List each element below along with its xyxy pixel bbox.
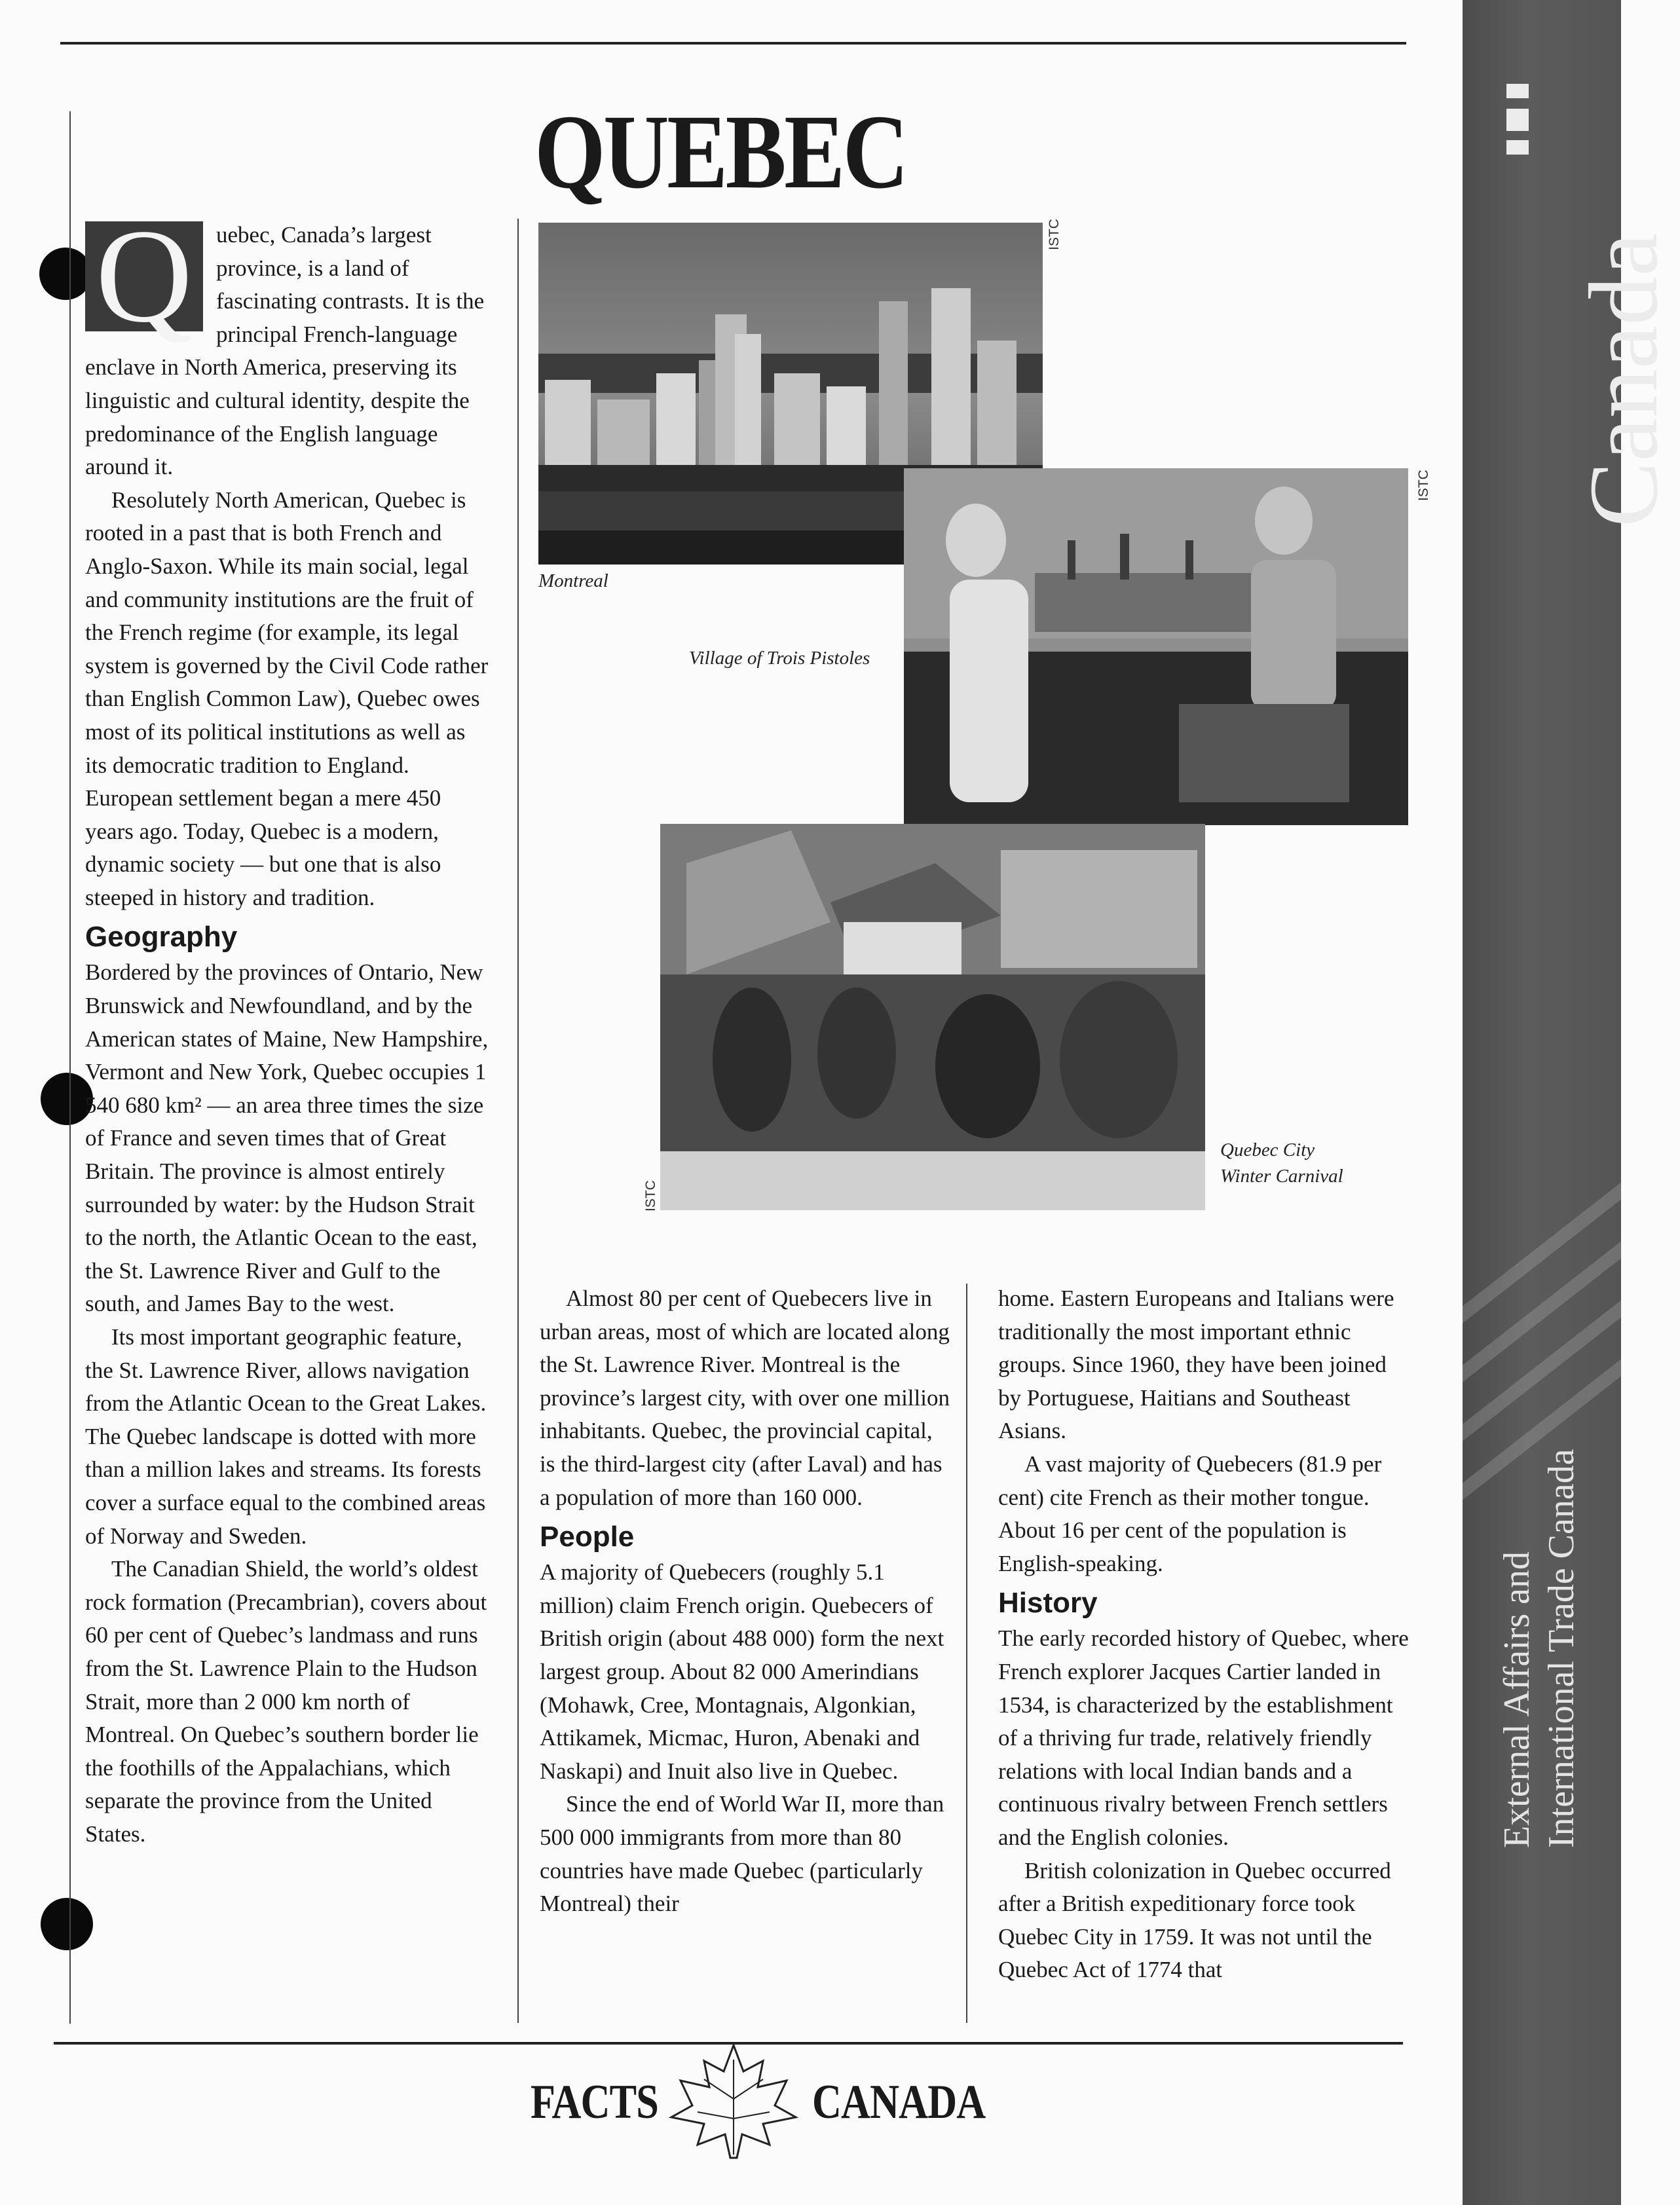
credit-carnival: ISTC <box>643 1180 658 1212</box>
canada-wordmark: Canada <box>1569 232 1678 527</box>
caption-carnival-line-1: Quebec City <box>1220 1140 1315 1160</box>
geography-paragraph-1: Bordered by the provinces of Ontario, New Brunswick and Newfoundland, and by the American states of Maine, New Hampshire, Vermont and New York, Quebec occupies 1 540 680 km² — an area three times the size of France and seven times that of Great Britain. The province is almost entirely surrounded by water: by the Hudson Strait to the north, the Atlantic Ocean to the east, the St. Lawrence River and Gulf to the south, and James Bay to the west. <box>85 959 489 1317</box>
department-name-line-2: International Trade Canada <box>1541 1449 1582 1848</box>
wordmark-flag-leaf <box>1506 109 1529 131</box>
caption-montreal: Montreal <box>538 570 608 591</box>
wordmark-flag-bar-2 <box>1506 140 1529 155</box>
geography-heading: Geography <box>85 921 238 954</box>
language-paragraph: A vast majority of Quebecers (81.9 per cent) cite French as their mother tongue. About 16 per cent of the population is English-speaking. <box>998 1451 1382 1576</box>
history-heading: History <box>998 1587 1098 1620</box>
column-divider-right <box>966 1284 967 2023</box>
caption-trois-pistoles: Village of Trois Pistoles <box>689 648 870 669</box>
people-paragraph-2: Since the end of World War II, more than 500 000 immigrants from more than 80 countries have made Quebec (particularly Montreal) their <box>540 1791 944 1917</box>
history-paragraph-1: The early recorded history of Quebec, where French explorer Jacques Cartier landed in 1534, is characterized by the establishment of a thriving fur trade, relatively friendly relations with local Indian bands and a continuous rivalry between French settlers and the English colonies. <box>998 1625 1409 1850</box>
maple-leaf-icon <box>665 2040 802 2161</box>
binder-hole-bottom <box>41 1898 93 1950</box>
geography-paragraph-2: Its most important geographic feature, the St. Lawrence River, allows navigation from the Atlantic Ocean to the Great Lakes. The Quebec landscape is dotted with more than a million lakes and streams. Its forests cover a surface equal to the combined areas of Norway and Sweden. <box>85 1324 487 1549</box>
credit-trois-pistoles: ISTC <box>1416 470 1431 501</box>
people-heading: People <box>540 1521 635 1553</box>
credit-montreal: ISTC <box>1047 219 1062 250</box>
photo-winter-carnival <box>660 824 1205 1210</box>
footer-facts: FACTS <box>531 2075 658 2129</box>
right-column <box>998 1282 1409 1987</box>
intro-paragraph-2: Resolutely North American, Quebec is rooted in a past that is both French and Anglo-Saxon. While its main social, legal and community institutions are the fruit of the French regime (for example, its legal system is governed by the Civil Code rather than English Common Law), Quebec owes most of its political institutions as well as its democratic tradition to England. European settlement began a mere 450 years ago. Today, Quebec is a modern, dynamic society — but one that is also steeped in history and tradition. <box>85 487 489 910</box>
intro-paragraph-1: uebec, Canada’s largest province, is a land of fascinating contrasts. It is the principal French-language enclave in North America, preserving its linguistic and cultural identity, despite the predominance of the English language around it. <box>85 222 485 480</box>
immigration-paragraph: home. Eastern Europeans and Italians were traditionally the most important ethnic groups. Since 1960, they have been joined by Portuguese, Haitians and Southeast Asians. <box>998 1286 1394 1444</box>
winter-carnival-image <box>660 824 1205 1210</box>
wordmark-flag-bar-1 <box>1506 84 1529 98</box>
geography-paragraph-3: The Canadian Shield, the world’s oldest rock formation (Precambrian), covers about 60 per cent of Quebec’s landmass and runs from the St. Lawrence Plain to the Hudson Strait, more than 2 000 km north of Montreal. On Quebec’s southern border lie the foothills of the Appalachians, which separate the province from the United States. <box>85 1556 487 1847</box>
top-rule <box>60 42 1406 45</box>
caption-carnival-line-2: Winter Carnival <box>1220 1166 1343 1187</box>
department-name-line-1: External Affairs and <box>1497 1551 1537 1848</box>
urban-paragraph: Almost 80 per cent of Quebecers live in urban areas, most of which are located along the St. Lawrence River. Montreal is the province’s largest city, with over one million inhabitants. Quebec, the provincial capital, is the third-largest city (after Laval) and has a population of more than 160 000. <box>540 1286 950 1510</box>
binder-hole-top <box>39 248 92 300</box>
footer-canada: CANADA <box>812 2075 986 2129</box>
history-paragraph-2: British colonization in Quebec occurred after a British expeditionary force took Quebec City in 1759. It was not until the Quebec Act of 1774 that <box>998 1857 1391 1983</box>
left-margin-rule <box>69 111 71 2024</box>
page-title: QUEBEC <box>534 94 906 211</box>
drop-cap: Q <box>85 221 203 331</box>
photo-trois-pistoles <box>904 468 1408 825</box>
column-divider-left <box>517 219 519 2023</box>
middle-column <box>540 1282 951 1921</box>
people-paragraph-1: A majority of Quebecers (roughly 5.1 million) claim French origin. Quebecers of British origin (about 488 000) form the next largest group. About 82 000 Amerindians (Mohawk, Cree, Montagnais, Algonkian, Attikamek, Micmac, Huron, Abenaki and Naskapi) and Inuit also live in Quebec. <box>540 1559 944 1784</box>
trois-pistoles-image <box>904 468 1408 825</box>
left-column <box>85 202 491 1851</box>
